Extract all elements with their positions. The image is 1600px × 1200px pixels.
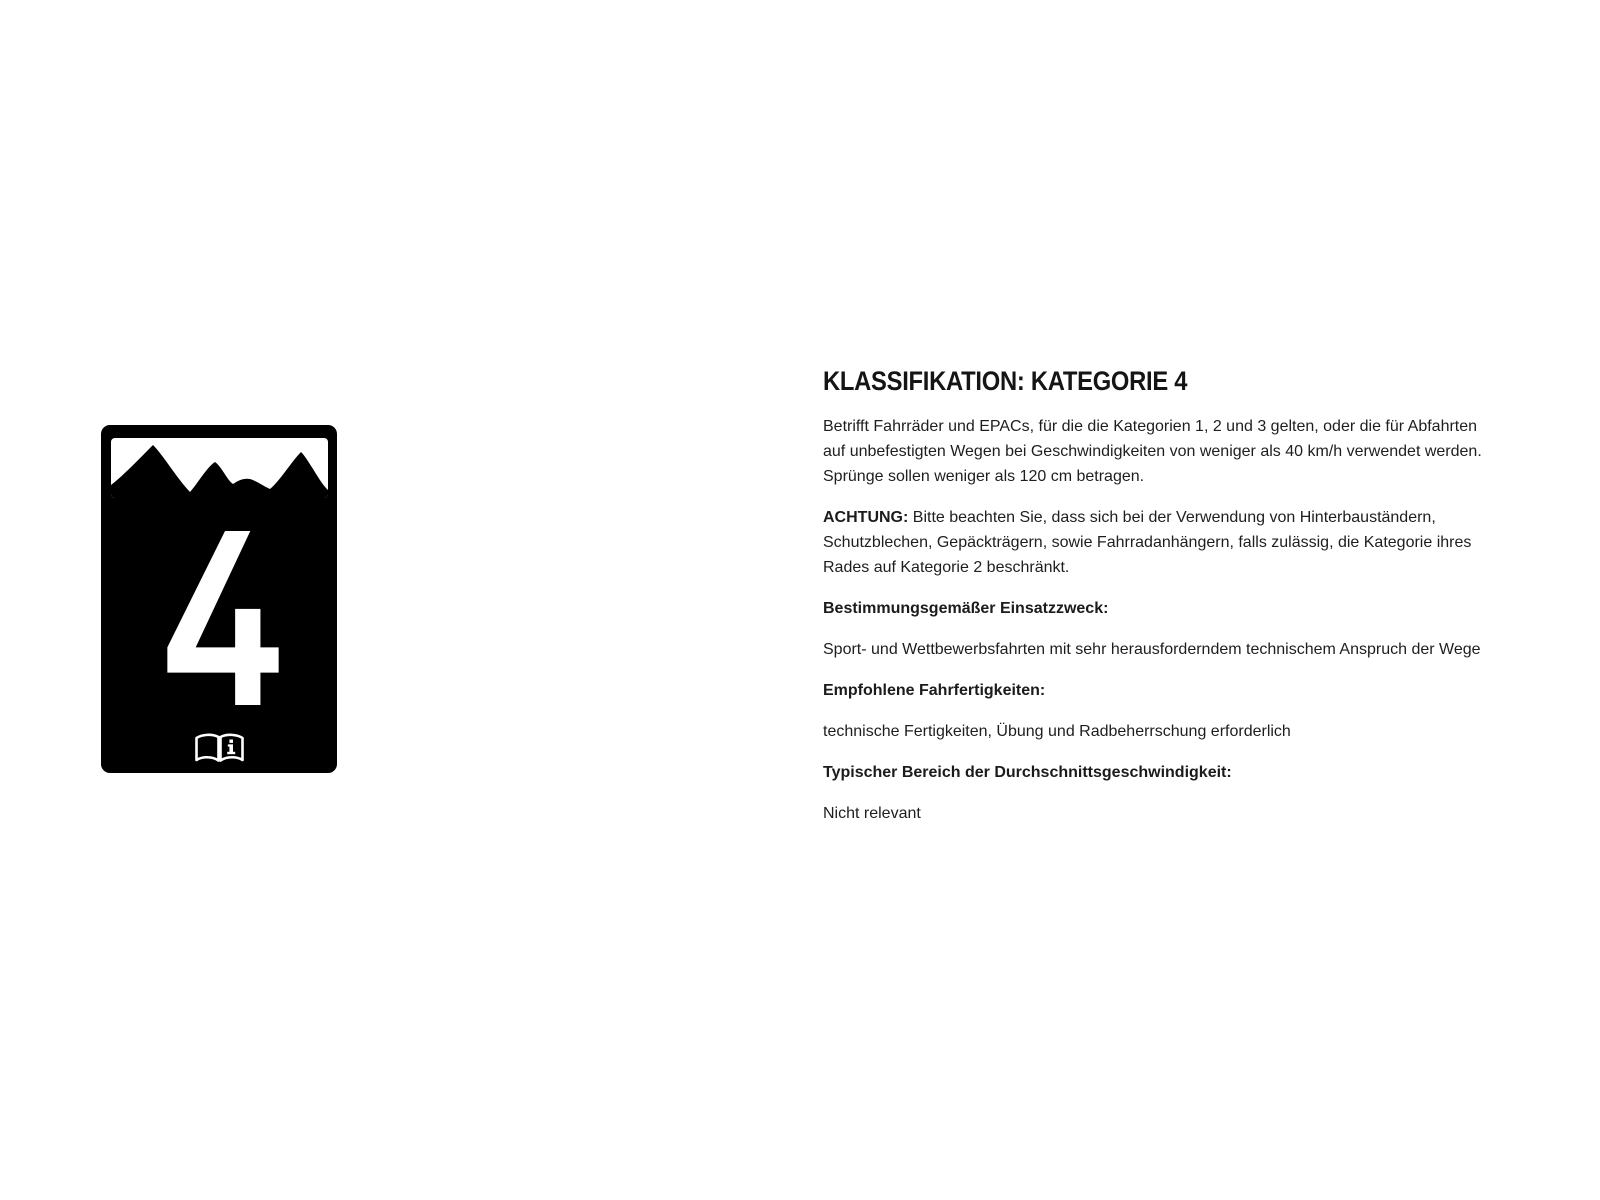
section-heading-intended-use: Bestimmungsgemäßer Einsatzzweck: bbox=[823, 600, 1109, 617]
classification-content bbox=[823, 366, 1523, 842]
warning-text: Bitte beachten Sie, dass sich bei der Verwendung von Hinterbauständern, Schutzblechen, Gepäckträgern, sowie Fahrradanhängern, falls zulässig, die Kategorie ihres Rades auf Kategorie 2 beschränkt. bbox=[823, 509, 1472, 576]
warning-paragraph bbox=[823, 505, 1503, 580]
section-text-average-speed: Nicht relevant bbox=[823, 805, 921, 822]
section-heading-average-speed: Typischer Bereich der Durchschnittsgeschwindigkeit: bbox=[823, 764, 1232, 781]
section-text-intended-use: Sport- und Wettbewerbsfahrten mit sehr herausforderndem technischem Anspruch der Wege bbox=[823, 641, 1481, 658]
category-number bbox=[167, 531, 279, 705]
warning-label: ACHTUNG: bbox=[823, 509, 909, 526]
page-title: KLASSIFIKATION: KATEGORIE 4 bbox=[823, 366, 1188, 396]
manual-book-icon bbox=[193, 731, 246, 767]
intro-paragraph: Betrifft Fahrräder und EPACs, für die die Kategorien 1, 2 und 3 gelten, oder die für Abfahrten auf unbefestigten Wegen bei Geschwindigkeiten von weniger als 40 km/h verwendet werden. Sprünge sollen weniger als 120 cm betragen. bbox=[823, 418, 1482, 485]
section-heading-recommended-skills: Empfohlene Fahrfertigkeiten: bbox=[823, 682, 1046, 699]
section-text-recommended-skills: technische Fertigkeiten, Übung und Radbeherrschung erforderlich bbox=[823, 723, 1291, 740]
mountain-silhouette-icon bbox=[111, 438, 328, 498]
category-badge bbox=[101, 425, 337, 773]
